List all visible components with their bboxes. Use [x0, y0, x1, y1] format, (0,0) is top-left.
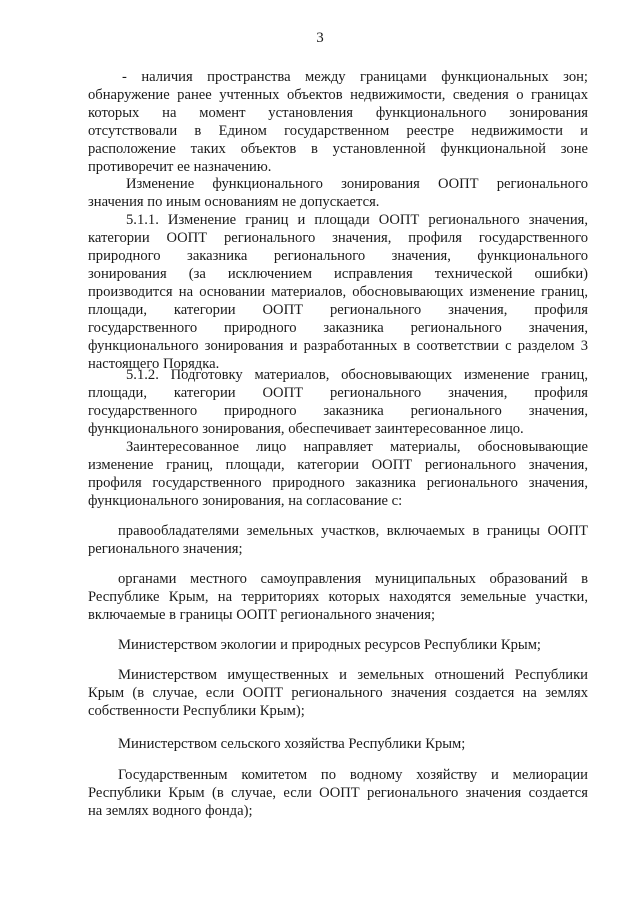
text-line: Государственным комитетом по водному хозяйству и мелиорации: [118, 767, 588, 783]
text-line: функционального зонирования и разработанных в соответствии с разделом 3: [88, 338, 588, 354]
text-line: функционального зонирования, обеспечивает заинтересованное лицо.: [88, 421, 524, 437]
text-line: Республике Крым, на территориях которых находятся земельные участки,: [88, 589, 588, 605]
text-line: регионального значения;: [88, 541, 243, 557]
text-line: Заинтересованное лицо направляет материалы, обосновывающие: [126, 439, 588, 455]
text-line: которых на момент установления функционального зонирования: [88, 105, 588, 121]
text-line: профиля государственного природного заказника регионального значения,: [88, 475, 588, 491]
text-line: Республики Крым (в случае, если ООПТ регионального значения создается: [88, 785, 588, 801]
text-line: настоящего Порядка.: [88, 356, 220, 372]
paragraph-5-1-2: [88, 366, 588, 438]
text-line: отсутствовали в Едином государственном реестре недвижимости и: [88, 123, 588, 139]
page-number: 3: [316, 30, 324, 46]
text-line: зонирования (за исключением исправления технической ошибки): [88, 266, 588, 282]
text-line: Изменение функционального зонирования ООПТ регионального: [126, 176, 588, 192]
text-line: - наличия пространства между границами функциональных зон;: [122, 69, 588, 85]
text-line: значения по иным основаниям не допускается.: [88, 194, 380, 210]
paragraph-ministry-property: [88, 666, 588, 720]
text-line: расположение таких объектов в установленной функциональной зоне: [88, 141, 588, 157]
text-line: обнаружение ранее учтенных объектов недвижимости, сведения о границах: [88, 87, 588, 103]
paragraph-functional-zones-gap: [88, 68, 588, 176]
text-line: Крым (в случае, если ООПТ регионального значения создается на землях: [88, 685, 588, 701]
text-line: изменение границ, площади, категории ООПТ регионального значения,: [88, 457, 588, 473]
paragraph-zoning-change-restriction: [88, 175, 588, 211]
text-line: Министерством сельского хозяйства Республики Крым;: [118, 736, 466, 752]
paragraph-5-1-1: [88, 211, 588, 373]
text-line: площади, категории ООПТ регионального значения, профиля: [88, 385, 588, 401]
paragraph-ministry-ecology: [88, 636, 588, 654]
text-line: на землях водного фонда);: [88, 803, 253, 819]
text-line: собственности Республики Крым);: [88, 703, 305, 719]
text-line: 5.1.2. Подготовку материалов, обосновывающих изменение границ,: [126, 367, 588, 383]
text-line: 5.1.1. Изменение границ и площади ООПТ регионального значения,: [126, 212, 588, 228]
text-line: государственного природного заказника регионального значения,: [88, 403, 588, 419]
paragraph-interested-party: [88, 438, 588, 510]
text-line: включаемые в границы ООПТ регионального значения;: [88, 607, 436, 623]
paragraph-local-government: [88, 570, 588, 624]
text-line: функционального зонирования, на согласование с:: [88, 493, 403, 509]
text-line: Министерством экологии и природных ресурсов Республики Крым;: [118, 637, 541, 653]
text-line: производится на основании материалов, обосновывающих изменение границ,: [88, 284, 588, 300]
paragraph-land-rightholders: [88, 522, 588, 558]
paragraph-water-committee: [88, 766, 588, 820]
text-line: правообладателями земельных участков, включаемых в границы ООПТ: [118, 523, 588, 539]
text-line: Министерством имущественных и земельных отношений Республики: [118, 667, 588, 683]
text-line: площади, категории ООПТ регионального значения, профиля: [88, 302, 588, 318]
text-line: категории ООПТ регионального значения, профиля государственного: [88, 230, 588, 246]
paragraph-ministry-agriculture: [88, 735, 588, 753]
text-line: органами местного самоуправления муниципальных образований в: [118, 571, 588, 587]
text-line: противоречит ее назначению.: [88, 159, 272, 175]
text-line: природного заказника регионального значения, функционального: [88, 248, 588, 264]
text-line: государственного природного заказника регионального значения,: [88, 320, 588, 336]
